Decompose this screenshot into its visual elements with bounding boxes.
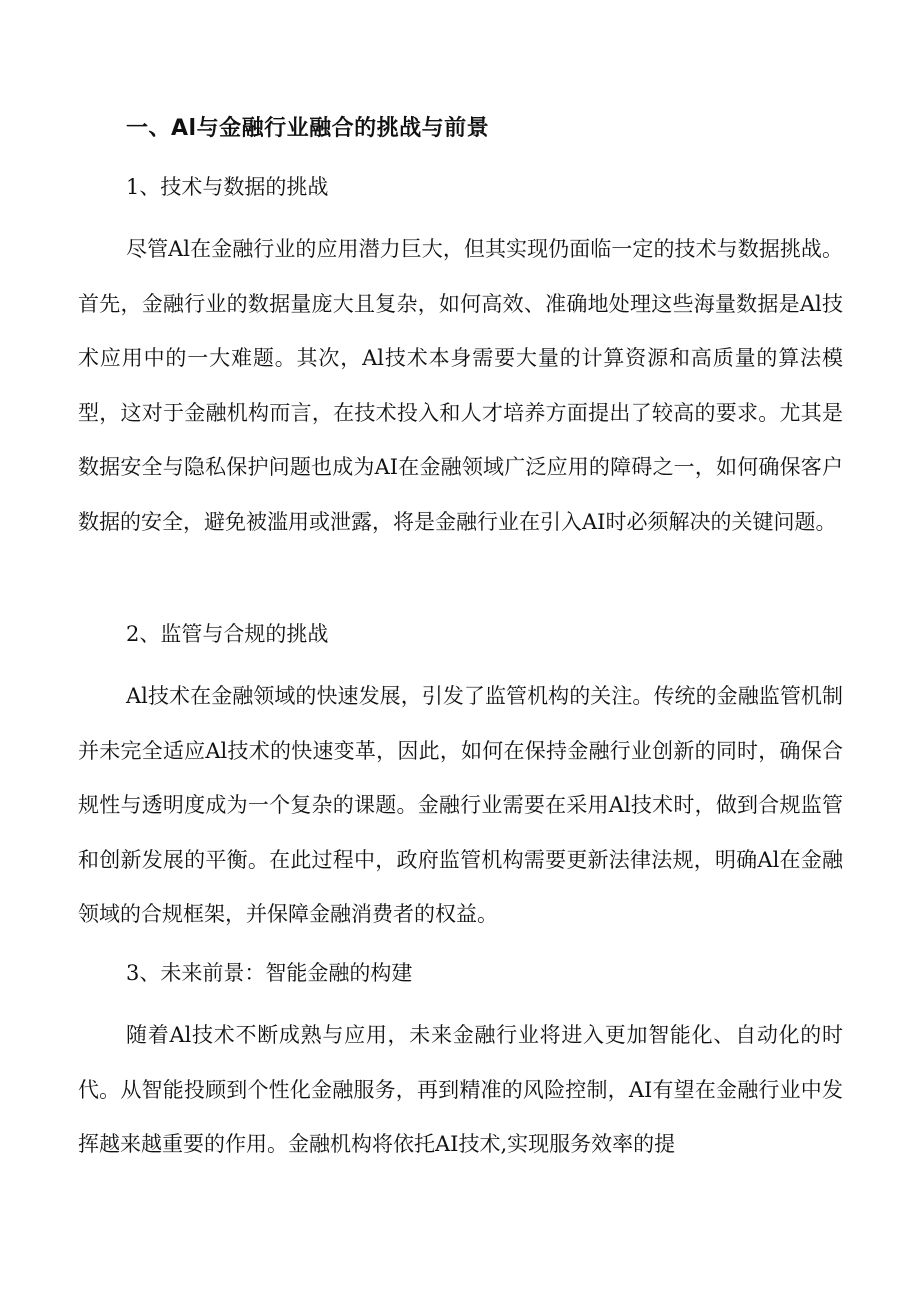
section-heading: 一、Al与金融行业融合的挑战与前景 (126, 116, 490, 141)
paragraph-tech-data: 尽管Al在金融行业的应用潜力巨大，但其实现仍面临一定的技术与数据挑战。首先，金融行业的数据量庞大且复杂，如何高效、准确地处理这些海量数据是Al技术应用中的一大难题。其次，Al技术本身需要大量的计算资源和高质量的算法模型，这对于金融机构而言，在技术投入和人才培养方面提出了较高的要求。尤其是数据安全与隐私保护问题也成为AI在金融领域广泛应用的障碍之一，如何确保客户数据的安全，避免被滥用或泄露，将是金融行业在引入AI时必须解决的关键问题。 (78, 237, 843, 534)
subsection-title-tech-data: 1、技术与数据的挑战 (126, 175, 329, 199)
subsection-title-regulation: 2、监管与合规的挑战 (126, 622, 329, 646)
paragraph-future: 随着Al技术不断成熟与应用，未来金融行业将进入更加智能化、自动化的时代。从智能投顾到个性化金融服务，再到精准的风险控制，AI有望在金融行业中发挥越来越重要的作用。金融机构将依托AI技术,实现服务效率的提 (78, 1023, 843, 1156)
paragraph-regulation: Al技术在金融领域的快速发展，引发了监管机构的关注。传统的金融监管机制并未完全适应Al技术的快速变革，因此，如何在保持金融行业创新的同时，确保合规性与透明度成为一个复杂的课题。金融行业需要在采用Al技术时，做到合规监管和创新发展的平衡。在此过程中，政府监管机构需要更新法律法规，明确Al在金融领域的合规框架，并保障金融消费者的权益。 (78, 684, 843, 926)
subsection-title-future: 3、未来前景：智能金融的构建 (126, 961, 413, 985)
